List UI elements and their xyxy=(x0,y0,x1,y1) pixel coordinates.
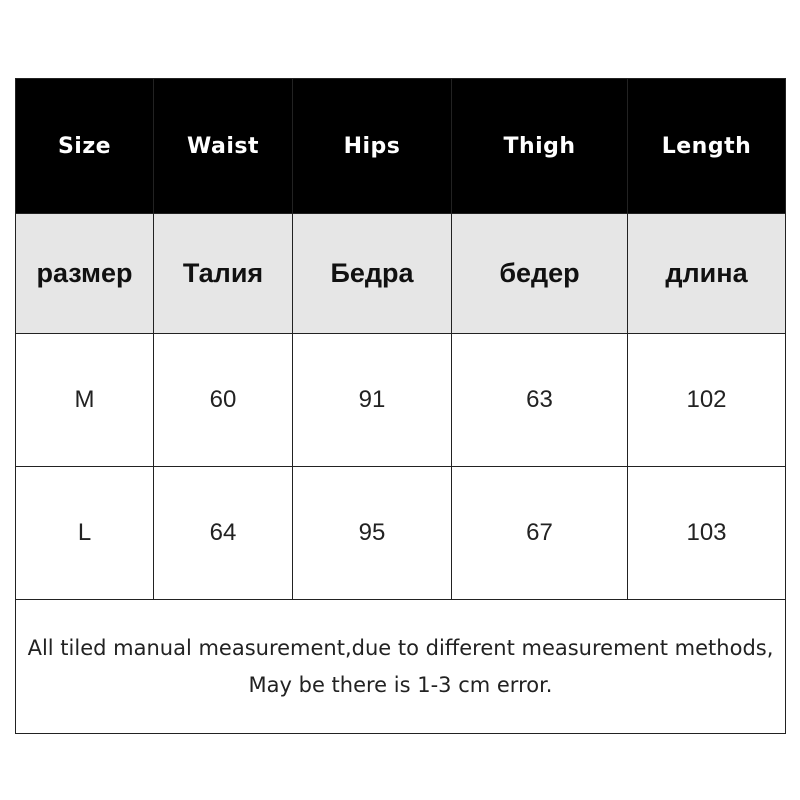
header-thigh: Thigh xyxy=(452,79,628,214)
waist-cell: 64 xyxy=(154,467,293,600)
size-chart xyxy=(15,78,785,732)
length-cell: 102 xyxy=(628,334,786,467)
thigh-cell: 63 xyxy=(452,334,628,467)
header-hips: Hips xyxy=(293,79,452,214)
hips-cell: 95 xyxy=(293,467,452,600)
size-table xyxy=(15,78,786,734)
header-thigh-ru: бедер xyxy=(452,214,628,334)
size-cell: L xyxy=(16,467,154,600)
header-waist-ru: Талия xyxy=(154,214,293,334)
header-length: Length xyxy=(628,79,786,214)
table-row xyxy=(16,334,786,467)
header-row-english xyxy=(16,79,786,214)
table-row xyxy=(16,467,786,600)
header-waist: Waist xyxy=(154,79,293,214)
header-size: Size xyxy=(16,79,154,214)
length-cell: 103 xyxy=(628,467,786,600)
note-row xyxy=(16,600,786,734)
hips-cell: 91 xyxy=(293,334,452,467)
waist-cell: 60 xyxy=(154,334,293,467)
header-length-ru: длина xyxy=(628,214,786,334)
header-hips-ru: Бедра xyxy=(293,214,452,334)
size-cell: M xyxy=(16,334,154,467)
header-row-russian xyxy=(16,214,786,334)
thigh-cell: 67 xyxy=(452,467,628,600)
header-size-ru: размер xyxy=(16,214,154,334)
measurement-note: All tiled manual measurement,due to different measurement methods, May be there is 1-3 cm error. xyxy=(16,600,786,734)
